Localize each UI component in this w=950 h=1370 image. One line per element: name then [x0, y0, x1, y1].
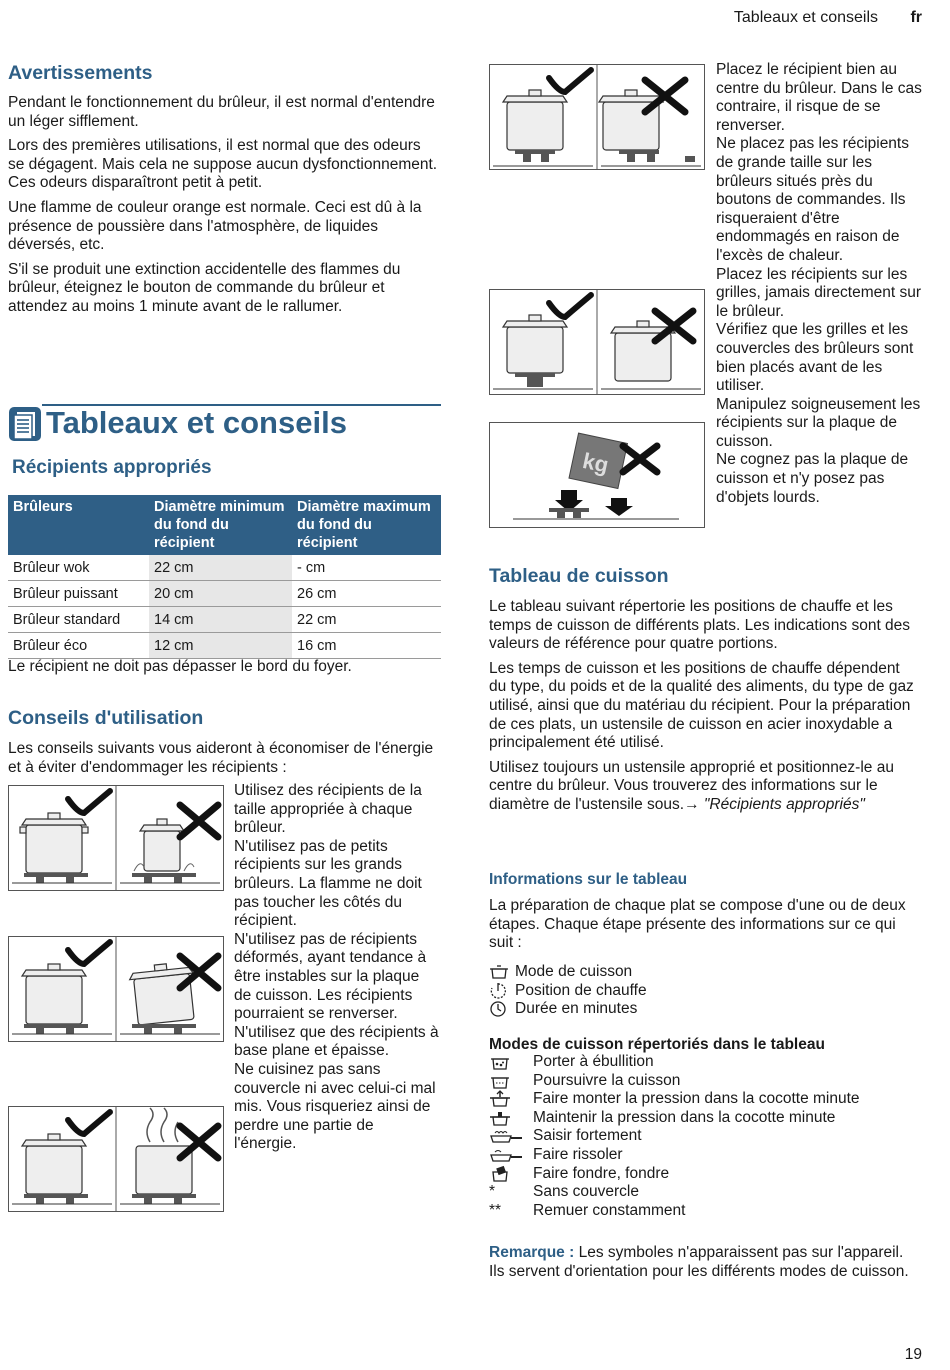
info-legend — [489, 963, 919, 1019]
modes-heading: Modes de cuisson répertoriés dans le tableau — [489, 1036, 825, 1053]
tableau-paragraph — [489, 759, 921, 815]
legend-label: Position de chauffe — [515, 981, 647, 999]
mode-item — [489, 1165, 929, 1184]
section-title: Tableaux et conseils — [46, 405, 347, 440]
legend-item — [489, 1000, 919, 1019]
legend-label: Durée en minutes — [515, 1000, 638, 1018]
mode-item — [489, 1053, 929, 1072]
mode-label: Remuer constamment — [533, 1201, 686, 1219]
section-header — [8, 404, 441, 444]
remarque-label: Remarque : — [489, 1244, 575, 1261]
table-cell: 20 cm — [149, 581, 292, 607]
mode-item — [489, 1127, 929, 1146]
tableau-heading: Tableau de cuisson — [489, 565, 669, 587]
column-header: Diamètre maximum du fond du récipient — [292, 495, 441, 555]
simmer-icon — [489, 1072, 533, 1091]
column-header: Brûleurs — [8, 495, 149, 555]
illustration-pot-deformed — [8, 936, 224, 1047]
legend-label: Mode de cuisson — [515, 963, 633, 980]
table-cell: Brûleur éco — [8, 633, 149, 659]
conseils-intro: Les conseils suivants vous aideront à économiser de l'énergie et à éviter d'endommager les récipients : — [8, 740, 434, 776]
conseil-item: N'utilisez pas de petits récipients sur les grands brûleurs. La flamme ne doit pas toucher les côtés du récipient. — [234, 837, 422, 930]
illustration-pot-on-grid — [489, 289, 705, 400]
avertissement-paragraph: Lors des premières utilisations, il est normal que des odeurs se dégagent. Mais cela ne suppose aucun dysfonctionnement. Ces odeurs disparaîtront petit à petit. — [8, 137, 438, 192]
remarque-note — [489, 1244, 921, 1281]
conseils-list-left — [234, 782, 440, 1154]
reference-arrow-icon: → — [684, 795, 700, 813]
mode-item — [489, 1202, 929, 1221]
mode-label: Saisir fortement — [533, 1127, 642, 1145]
tableau-paragraph: Les temps de cuisson et les positions de chauffe dépendent du type, du poids et de la qualité des aliments, du type de gaz utilisé, ainsi que du matériau du récipient. Pour la préparation de ces plats, un ustensile de cuisson en acier inoxydable a principalement été utilisé. — [489, 659, 914, 752]
recipients-heading: Récipients appropriés — [12, 457, 212, 478]
mode-item — [489, 1146, 929, 1165]
tableau-text — [489, 598, 921, 821]
cooking-mode-icon — [489, 964, 515, 980]
table-header-row — [8, 495, 441, 555]
table-row — [8, 633, 441, 659]
avertissement-paragraph: S'il se produit une extinction accidentelle des flammes du brûleur, éteignez le bouton de commande du brûleur et attendez au moins 1 minute avant de le rallumer. — [8, 260, 401, 315]
melt-icon — [489, 1165, 533, 1184]
document-icon — [8, 406, 42, 442]
tableau-paragraph-text: Utilisez toujours un ustensile approprié et positionnez-le au centre du brûleur. Vous trouverez des informations sur le diamètre de l'ustensile sous. — [489, 758, 894, 813]
table-cell: Brûleur puissant — [8, 581, 149, 607]
table-cell: Brûleur wok — [8, 555, 149, 581]
mode-label: Maintenir la pression dans la cocotte minute — [533, 1108, 836, 1126]
table-cell: 14 cm — [149, 607, 292, 633]
table-row — [8, 581, 441, 607]
mode-item — [489, 1109, 929, 1128]
column-header: Diamètre minimum du fond du récipient — [149, 495, 292, 555]
mode-item — [489, 1183, 929, 1202]
avertissements-heading: Avertissements — [8, 62, 153, 84]
avertissement-paragraph: Pendant le fonctionnement du brûleur, il est normal d'entendre un léger sifflement. — [8, 94, 435, 130]
table-cell: 22 cm — [149, 555, 292, 581]
table-cell: - cm — [292, 555, 441, 581]
illustration-pot-lid — [8, 1106, 224, 1217]
mode-item — [489, 1072, 929, 1091]
conseil-item: Ne cognez pas la plaque de cuisson et n'y posez pas d'objets lourds. — [716, 451, 909, 506]
mode-label: Porter à ébullition — [533, 1053, 654, 1070]
recipients-table — [8, 495, 441, 659]
info-heading: Informations sur le tableau — [489, 871, 688, 888]
table-cell: 22 cm — [292, 607, 441, 633]
conseil-item: Utilisez des récipients de la taille appropriée à chaque brûleur. — [234, 782, 422, 837]
table-cell: 16 cm — [292, 633, 441, 659]
conseil-item: Ne placez pas les récipients de grande taille sur les brûleurs situés près du boutons de commandes. Ils risqueraient d'être endommagés en raison de l'excès de chaleur. — [716, 135, 909, 264]
language-code: fr — [910, 9, 922, 26]
info-text: La préparation de chaque plat se compose d'une ou de deux étapes. Chaque étape présente des informations sur ce qui suit : — [489, 897, 906, 952]
legend-item — [489, 963, 919, 982]
table-cell: Brûleur standard — [8, 607, 149, 633]
pressure-keep-icon — [489, 1109, 533, 1128]
table-cell: 12 cm — [149, 633, 292, 659]
boil-icon — [489, 1053, 533, 1072]
table-row — [8, 607, 441, 633]
illustration-pot-centered — [489, 64, 705, 175]
mode-symbol: ** — [489, 1201, 502, 1219]
illustration-pot-correct-size — [8, 785, 224, 896]
mode-label: Faire rissoler — [533, 1145, 623, 1163]
kg-weight-label: kg — [580, 447, 611, 478]
fry-icon — [489, 1146, 533, 1165]
modes-list — [489, 1053, 929, 1220]
page-number: 19 — [904, 1346, 922, 1363]
legend-item — [489, 982, 919, 1001]
mode-item — [489, 1090, 929, 1109]
recipients-note: Le récipient ne doit pas dépasser le bord du foyer. — [8, 658, 352, 675]
table-cell: 26 cm — [292, 581, 441, 607]
mode-symbol: * — [489, 1183, 496, 1201]
illustration-no-heavy-objects — [489, 422, 705, 533]
conseil-item: N'utilisez pas de récipients déformés, ayant tendance à être instables sur la plaque de cuisson. Les récipients pourraient se renverser. — [234, 930, 427, 1023]
conseils-list-right — [716, 61, 926, 507]
conseils-heading: Conseils d'utilisation — [8, 707, 204, 729]
pressure-up-icon — [489, 1090, 533, 1109]
heat-position-icon — [489, 982, 515, 1000]
running-header-title: Tableaux et conseils — [733, 9, 878, 26]
conseil-item: Vérifiez que les grilles et les couvercles des brûleurs sont bien placés avant de les utiliser. — [716, 321, 914, 395]
mode-label: Sans couvercle — [533, 1183, 639, 1201]
recipients-link[interactable]: "Récipients appropriés" — [703, 795, 865, 813]
mode-label: Faire fondre, fondre — [533, 1164, 670, 1182]
mode-label: Poursuivre la cuisson — [533, 1071, 681, 1089]
conseil-item: Placez le récipient bien au centre du brûleur. Dans le cas contraire, il risque de se renverser. — [716, 61, 922, 134]
conseil-item: Manipulez soigneusement les récipients sur la plaque de cuisson. — [716, 395, 921, 450]
clock-icon — [489, 1000, 515, 1018]
sear-icon — [489, 1127, 533, 1146]
conseil-item: Ne cuisinez pas sans couvercle ni avec celui-ci mal mis. Vous risqueriez ainsi de perdre une partie de l'énergie. — [234, 1060, 436, 1153]
avertissements-section — [8, 62, 440, 323]
conseil-item: Placez les récipients sur les grilles, jamais directement sur le brûleur. — [716, 265, 922, 320]
tableau-paragraph: Le tableau suivant répertorie les positions de chauffe et les temps de cuisson de différents plats. Les indications sont des valeurs de référence pour quatre portions. — [489, 598, 911, 653]
mode-label: Faire monter la pression dans la cocotte minute — [533, 1090, 860, 1108]
avertissement-paragraph: Une flamme de couleur orange est normale. Ceci est dû à la présence de poussière dans l'atmosphère, de liquides déversés, etc. — [8, 198, 422, 254]
remarque-text: Les symboles n'apparaissent pas sur l'appareil. Ils servent d'orientation pour les différents modes de cuisson. — [489, 1244, 909, 1280]
conseil-item: N'utilisez que des récipients à base plane et épaisse. — [234, 1023, 439, 1060]
table-row — [8, 555, 441, 581]
